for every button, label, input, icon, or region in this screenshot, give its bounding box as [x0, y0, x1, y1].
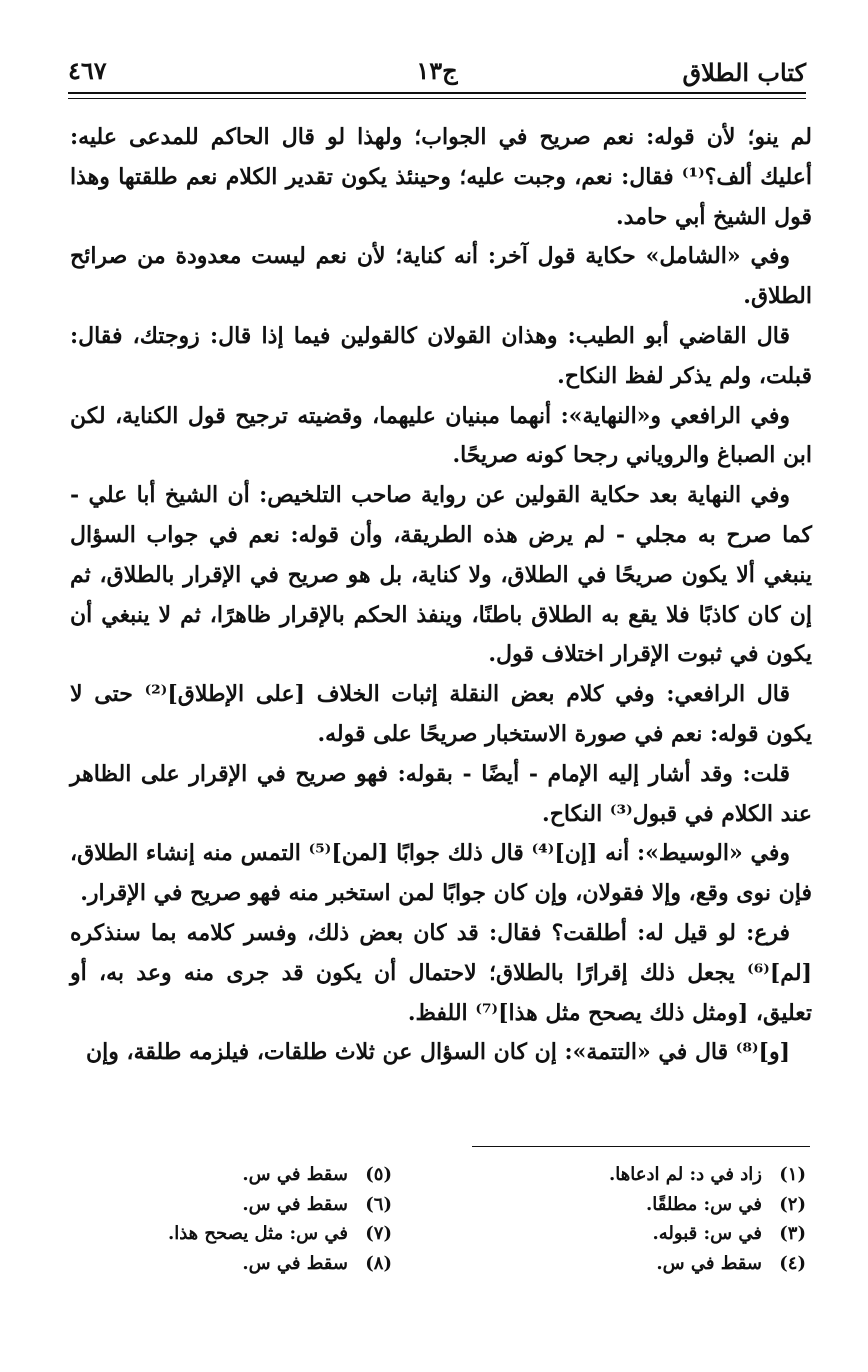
footnote-number: (٨) — [365, 1252, 392, 1274]
footnote-number: (٧) — [365, 1223, 392, 1244]
footnote-number: (٣) — [779, 1223, 806, 1244]
footnote-text: سقط في س. — [242, 1252, 348, 1274]
footnotes-column-right — [438, 1160, 806, 1278]
footnote-text: زاد في د: لم ادعاها. — [609, 1164, 762, 1185]
footnote-text: في س: مطلقًا. — [646, 1193, 762, 1215]
footnote — [70, 1219, 392, 1249]
footnote-text: سقط في س. — [242, 1164, 348, 1185]
volume-label: ج١٣ — [416, 56, 458, 85]
footnote — [70, 1190, 392, 1220]
footnote — [438, 1160, 806, 1190]
footnotes-column-left — [70, 1160, 438, 1278]
footnote-text: سقط في س. — [242, 1193, 348, 1215]
paragraph: وفي النهاية بعد حكاية القولين عن رواية صاحب التلخيص: أن الشيخ أبا علي - كما صرح به مجلي - لم يرض هذه الطريقة، وأن قوله: نعم في جواب السؤال ينبغي ألا يكون صريحًا في الطلاق، ولا كناية، بل هو صريح في الإقرار بالطلاق، ثم إن كان كاذبًا فلا يقع به الطلاق باطنًا، وينفذ الحكم بالإقرار ظاهرًا، ثم لا ينبغي أن يكون في ثبوت الإقرار اختلاف قول. — [70, 482, 812, 668]
paragraph: لم ينو؛ لأن قوله: نعم صريح في الجواب؛ ولهذا لو قال الحاكم للمدعى عليه: أعليك ألف؟⁽¹⁾ فقال: نعم، وجبت عليه؛ وحينئذ يكون تقدير الكلام نعم طلقتها وهذا قول الشيخ أبي حامد. — [70, 124, 812, 230]
page-number: ٤٦٧ — [68, 56, 107, 85]
footnote-number: (١) — [779, 1164, 806, 1185]
book-title: كتاب الطلاق — [682, 58, 806, 87]
footnote-number: (٦) — [365, 1193, 392, 1215]
header-rule-thick — [68, 92, 806, 94]
footnote — [438, 1190, 806, 1220]
paragraph: وفي «الشامل» حكاية قول آخر: أنه كناية؛ لأن نعم ليست معدودة من صرائح الطلاق. — [70, 243, 812, 310]
footnote — [70, 1160, 392, 1190]
footnote — [70, 1249, 392, 1279]
paragraph: قال الرافعي: وفي كلام بعض النقلة إثبات الخلاف [على الإطلاق]⁽²⁾ حتى لا يكون قوله: نعم في صورة الاستخبار صريحًا على قوله. — [70, 681, 812, 747]
paragraph: فرع: لو قيل له: أطلقت؟ فقال: قد كان بعض ذلك، وفسر كلامه بما سنذكره [لم]⁽⁶⁾ يجعل ذلك إقرارًا بالطلاق؛ لاحتمال أن يكون قد جرى منه وعد به، أو تعليق، [ومثل ذلك يصحح مثل هذا]⁽⁷⁾ اللفظ. — [70, 919, 812, 1026]
paragraph: قلت: وقد أشار إليه الإمام - أيضًا - بقوله: فهو صريح في الإقرار على الظاهر عند الكلام في قبول⁽³⁾ النكاح. — [70, 760, 812, 827]
footnote — [438, 1249, 806, 1279]
main-text — [70, 118, 812, 1073]
running-header — [68, 58, 806, 94]
footnote-number: (٤) — [779, 1252, 806, 1274]
header-rule-thin — [68, 98, 806, 99]
footnote-text: سقط في س. — [656, 1252, 762, 1274]
paragraph: وفي «الوسيط»: أنه [إن]⁽⁴⁾ قال ذلك جوابًا [لمن]⁽⁵⁾ التمس منه إنشاء الطلاق، فإن نوى وقع، وإلا فقولان، وإن كان جوابًا لمن استخبر منه فهو صريح في الإقرار. — [70, 840, 812, 907]
footnote-number: (٥) — [365, 1164, 392, 1185]
footnote-text: في س: مثل يصحح هذا. — [167, 1223, 348, 1244]
paragraph: وفي الرافعي و«النهاية»: أنهما مبنيان عليهما، وقضيته ترجيح قول الكناية، لكن ابن الصباغ والروياني رجحا كونه صريحًا. — [70, 402, 812, 469]
footnote-number: (٢) — [779, 1193, 806, 1215]
paragraph: قال القاضي أبو الطيب: وهذان القولان كالقولين فيما إذا قال: زوجتك، فقال: قبلت، ولم يذكر لفظ النكاح. — [70, 322, 812, 389]
footnote-separator — [472, 1146, 810, 1147]
footnote — [438, 1219, 806, 1249]
paragraph: [و]⁽⁸⁾ قال في «التتمة»: إن كان السؤال عن ثلاث طلقات، فيلزمه طلقة، وإن — [85, 1039, 790, 1066]
footnote-text: في س: قبوله. — [652, 1223, 762, 1244]
